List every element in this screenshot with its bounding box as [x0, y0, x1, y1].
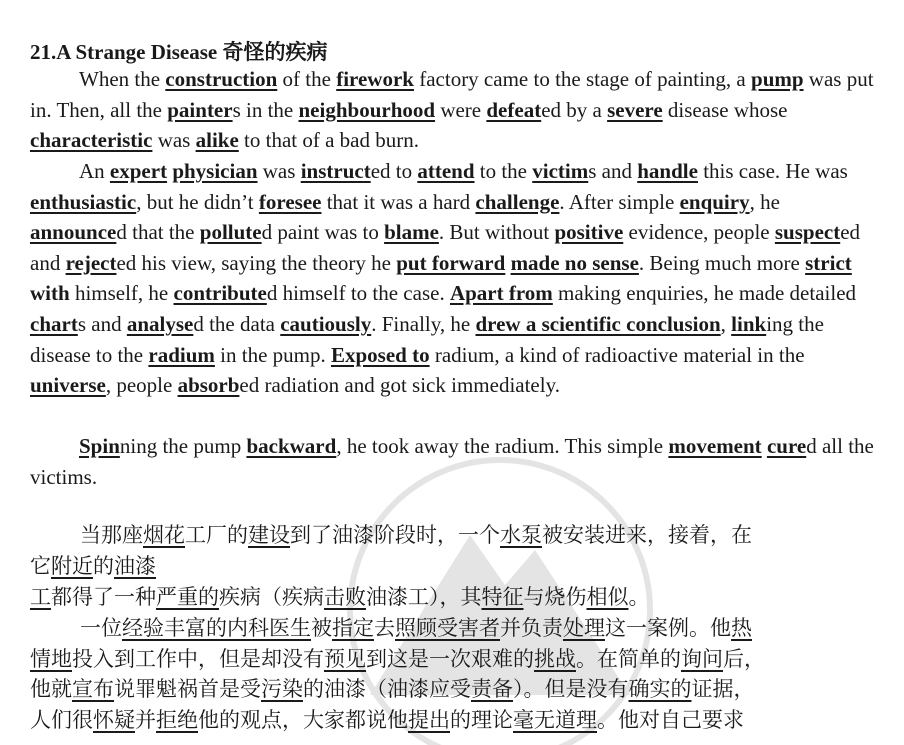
english-paragraph-3 [30, 431, 880, 492]
chinese-line-2 [30, 551, 880, 582]
text-run: 工厂的 [185, 523, 248, 547]
key-term: attend [417, 159, 475, 183]
key-term: 相似 [586, 585, 629, 609]
key-term: firework [336, 67, 414, 91]
chinese-line-3 [30, 582, 880, 613]
text-run: ning the pump [119, 434, 247, 458]
text-run: 并 [135, 708, 156, 732]
key-term: handle [637, 159, 698, 183]
text-run: s in the [232, 97, 299, 122]
text-run: , [720, 311, 732, 336]
text-run: 到了油漆阶段时，一个 [290, 523, 500, 547]
key-term: enthusiastic [30, 189, 137, 214]
text-run: 。在简单的 [576, 647, 681, 671]
key-term: movement [668, 434, 762, 458]
key-term: physician [172, 159, 258, 183]
text-run: 被安装进来，接着，在 [542, 523, 752, 547]
text-run: 与烧伤 [523, 585, 587, 609]
text-run: When the [79, 67, 166, 91]
key-term: instruct [300, 159, 371, 183]
text-run: 到这是一次艰难的 [366, 647, 534, 671]
text-run: was put in. Then, all the [30, 67, 874, 122]
key-term: 击败 [324, 585, 366, 609]
key-term: 怀疑 [93, 708, 135, 732]
key-term: 附近 [51, 554, 93, 578]
text-run: evidence, people [623, 220, 775, 245]
key-term: cure [766, 434, 807, 458]
text-run: 。 [628, 585, 650, 609]
text-run: d all the victims. [30, 434, 874, 489]
key-term: Apart from [449, 281, 553, 306]
key-term: put forward [396, 250, 506, 275]
text-run: s and [77, 311, 127, 336]
key-term: 照顾受害者 [395, 616, 500, 640]
text-run: 当那座 [80, 523, 143, 547]
text-run: 的理论 [450, 708, 513, 732]
chinese-line-7 [30, 705, 880, 736]
key-term: strict [805, 250, 852, 275]
key-term: characteristic [30, 128, 153, 153]
chinese-line-1 [30, 520, 880, 551]
text-run: d the data [193, 311, 281, 336]
key-term: 工 [30, 585, 51, 609]
text-run: 这一案例。他 [605, 616, 731, 640]
key-term: universe [30, 373, 106, 398]
text-run: himself, he [69, 281, 174, 306]
key-term: 烟花 [143, 523, 185, 547]
text-run: ed radiation and got sick immediately. [239, 373, 560, 398]
key-term: 询问 [681, 647, 723, 671]
key-term: enquiry [679, 189, 750, 214]
key-term: 经验丰富的 [122, 616, 227, 640]
text-run: 的 [93, 554, 114, 578]
text-run: . Finally, he [371, 311, 476, 336]
text-run: s and [588, 159, 638, 183]
key-term: 宣布 [72, 677, 114, 701]
key-term: 挑战 [534, 647, 576, 671]
key-term: 情地 [30, 647, 72, 671]
text-run: 都得了一种 [51, 585, 156, 609]
key-term: made no sense [510, 250, 639, 275]
bold-term: with [30, 281, 70, 306]
text-run: that it was a hard [321, 189, 476, 214]
key-term: expert [109, 159, 168, 183]
text-run: 它 [30, 554, 51, 578]
key-term: 确实的 [628, 677, 692, 701]
key-term: 建设 [248, 523, 290, 547]
key-term: 严重的 [156, 585, 219, 609]
key-term: painter [167, 97, 233, 122]
key-term: backward [246, 434, 337, 458]
key-term: announce [30, 220, 117, 245]
key-term: severe [607, 97, 663, 122]
text-run: 被 [311, 616, 332, 640]
key-term: pollute [199, 220, 262, 245]
text-run: radium, a kind of radioactive material in the [429, 342, 805, 367]
key-term: neighbourhood [298, 97, 436, 122]
text-run: d that the [116, 220, 200, 245]
key-term: Exposed to [330, 342, 430, 367]
text-run: disease whose [662, 97, 788, 122]
english-paragraph-1 [30, 64, 880, 156]
text-run: was [257, 159, 301, 183]
text-run: to the [474, 159, 533, 183]
text-run: ）。但是没有 [513, 677, 629, 701]
key-term: construction [165, 67, 278, 91]
key-term: chart [30, 311, 78, 336]
text-run: , he [749, 189, 780, 214]
text-run: 说罪魁祸首是受 [114, 677, 261, 701]
text-run: , he took away the radium. This simple [336, 434, 669, 458]
key-term: suspect [774, 220, 841, 245]
text-run: in the pump. [214, 342, 331, 367]
text-run: of the [277, 67, 337, 91]
key-term: 油漆 [114, 554, 156, 578]
key-term: 内科医生 [227, 616, 311, 640]
key-term: absorb [177, 373, 240, 398]
text-run: , people [105, 373, 178, 398]
chinese-line-6 [30, 674, 880, 705]
key-term: 毫无道理 [513, 708, 597, 732]
text-run: An [79, 159, 110, 183]
chinese-line-4 [30, 613, 880, 644]
text-run: ing the disease to the [30, 311, 824, 367]
key-term: 责备 [471, 677, 513, 701]
text-run: factory came to the stage of painting, a [413, 67, 752, 91]
key-term: contribute [173, 281, 267, 306]
text-run: 他就 [30, 677, 72, 701]
text-run: 后， [723, 647, 765, 671]
text-run: 并负责 [500, 616, 563, 640]
text-run: d paint was to [261, 220, 385, 245]
text-run: 。他对自己要求 [597, 708, 744, 732]
text-run: ed his view, saying the theory he [116, 250, 397, 275]
text-run: d himself to the case. [266, 281, 450, 306]
text-run: ed to [370, 159, 418, 183]
key-term: 预见 [324, 647, 366, 671]
key-term: 水泵 [500, 523, 542, 547]
text-run: 去 [374, 616, 395, 640]
key-term: 拒绝 [156, 708, 198, 732]
key-term: pump [751, 67, 804, 91]
key-term: blame [384, 220, 439, 245]
key-term: 热 [731, 616, 752, 640]
key-term: Spin [79, 434, 120, 458]
english-paragraph-2 [30, 156, 880, 401]
key-term: 指定 [332, 616, 374, 640]
key-term: challenge [475, 189, 560, 214]
key-term: radium [148, 342, 215, 367]
key-term: link [731, 311, 767, 336]
text-run: 的油漆（油漆应受 [303, 677, 471, 701]
text-run: making enquiries, he made detailed [552, 281, 857, 306]
text-run: ed and [30, 220, 861, 275]
key-term: 特征 [481, 585, 524, 609]
text-run: 证据， [691, 677, 755, 701]
key-term: foresee [258, 189, 322, 214]
key-term: 处理 [563, 616, 605, 640]
key-term: 污染 [261, 677, 303, 701]
key-term: alike [195, 128, 239, 153]
key-term: cautiously [280, 311, 372, 336]
text-run: were [435, 97, 487, 122]
page-title: 21.A Strange Disease 奇怪的疾病 [30, 40, 328, 64]
chinese-line-5 [30, 644, 880, 675]
text-run: this case. He was [697, 159, 848, 183]
text-run: 投入到工作中，但是却没有 [72, 647, 324, 671]
text-run: . After simple [559, 189, 680, 214]
key-term: 提出 [408, 708, 450, 732]
text-run: . Being much more [638, 250, 806, 275]
text-run: ed by a [541, 97, 608, 122]
key-term: drew a scientific conclusion [475, 311, 721, 336]
text-run: to that of a bad burn. [238, 128, 419, 153]
text-run: 他的观点，大家都说他 [198, 708, 408, 732]
key-term: defeat [486, 97, 542, 122]
text-run: 人们很 [30, 708, 93, 732]
key-term: reject [65, 250, 117, 275]
text-run: 疾病（疾病 [219, 585, 324, 609]
key-term: positive [554, 220, 624, 245]
text-run: . But without [438, 220, 555, 245]
text-run: 一位 [80, 616, 122, 640]
text-run: was [152, 128, 196, 153]
text-run: , but he didn’t [136, 189, 259, 214]
text-run: 油漆工），其 [366, 585, 482, 609]
key-term: victim [532, 159, 589, 183]
key-term: analyse [126, 311, 194, 336]
